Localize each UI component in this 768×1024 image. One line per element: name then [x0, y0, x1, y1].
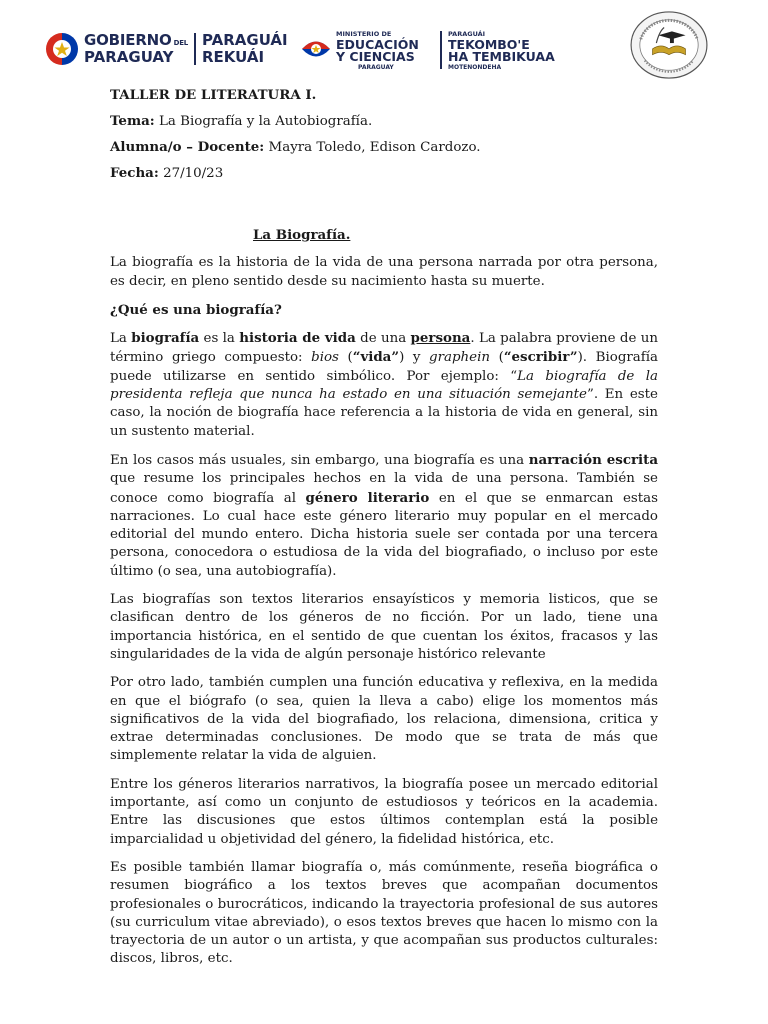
paragraph-4: Las biografías son textos literarios ensayísticos y memoria listicos, que se clasifican dentro de los géneros de no ficción. Por un lado, tiene una importancia histórica, en el sentido de que cuentan los éxitos, fracasos y las singularidades de la vida de algún personaje histórico relevante	[110, 592, 658, 662]
paragraph-1: La biografía es la historia de la vida de una persona narrada por otra persona, es decir, en pleno sentido desde su nacimiento hasta su muerte.	[110, 255, 658, 289]
doc-title: TALLER DE LITERATURA I.	[110, 87, 317, 103]
logo-divider	[194, 33, 196, 65]
ministry-emblem-icon	[300, 38, 332, 60]
page-header	[0, 0, 768, 85]
persona-link[interactable]: persona	[410, 330, 471, 347]
section-heading: La Biografía.	[253, 227, 351, 243]
question-heading: ¿Qué es una biografía?	[110, 301, 282, 318]
paragraph-7: Es posible también llamar biografía o, más comúnmente, reseña biográfica o resumen biográfico a los textos breves que acompañan documentos profesionales o burocráticos, indicando la trayectoria profesional de sus autores (su curriculum vitae abreviado), o esos textos breves que hacen lo mismo con la trayectoria de un autor o un artista, y que acompañan sus productos culturales: discos, libros, etc.	[110, 859, 658, 967]
paragraph-3: En los casos más usuales, sin embargo, una biografía es una narración escrita que resume los principales hechos en la vida de una persona. También se conoce como biografía al género literario en el que se enmarcan estas narraciones. Lo cual hace este género literario muy popular en el mercado editorial del mundo entero. Dicha historia suele ser contada por una tercera persona, conocedora o estudiosa de la vida del biografiado, o incluso por este último (o sea, una autobiografía).	[110, 451, 658, 579]
tekombo-logo-text: PARAGUÁI TEKOMBO'E HA TEMBIKUAA MOTENONDEHA	[448, 30, 555, 71]
logo-divider-2	[440, 31, 442, 69]
ministry-logo-text: MINISTERIO DE EDUCACIÓN Y CIENCIAS PARAGUAY	[336, 30, 419, 71]
document-body	[110, 86, 658, 979]
gov-logo-text: GOBIERNO DEL PARAGUAY	[84, 31, 189, 66]
paragraph-5: Por otro lado, también cumplen una función educativa y reflexiva, en la medida en que el biógrafo (o sea, quien la lleva a cabo) elige los momentos más significativos de la vida del biografiado, los relaciona, dimensiona, critica y extrae determinadas conclusiones. De modo que se trata de más que simplemente relatar la vida de alguien.	[110, 675, 658, 764]
paragraph-2: La biografía es la historia de vida de una persona. La palabra proviene de un término griego compuesto: bios (“vida”) y graphein (“escribir”). Biografía puede utilizarse en sentido simbólico. Por ejemplo: “La biografía de la presidenta refleja que nunca ha estado en una situación semejante”. En este caso, la noción de biografía hace referencia a la historia de vida en general, sin un sustento material.	[110, 330, 659, 439]
paraguay-emblem-icon	[44, 31, 80, 67]
tema-line: Tema: La Biografía y la Autobiografía.	[110, 113, 373, 129]
institute-seal-icon	[628, 10, 710, 80]
paragraph-6: Entre los géneros literarios narrativos, la biografía posee un mercado editorial importante, así como un conjunto de estudiosos y teóricos en la academia. Entre las discusiones que estos últimos contemplan está la posible imparcialidad u objetividad del género, la fidelidad histórica, etc.	[110, 776, 658, 847]
fecha-line: Fecha: 27/10/23	[110, 165, 224, 181]
guarani-logo-text: PARAGUÁI REKUÁI	[202, 31, 288, 66]
alumno-line: Alumna/o – Docente: Mayra Toledo, Edison Cardozo.	[110, 139, 481, 155]
